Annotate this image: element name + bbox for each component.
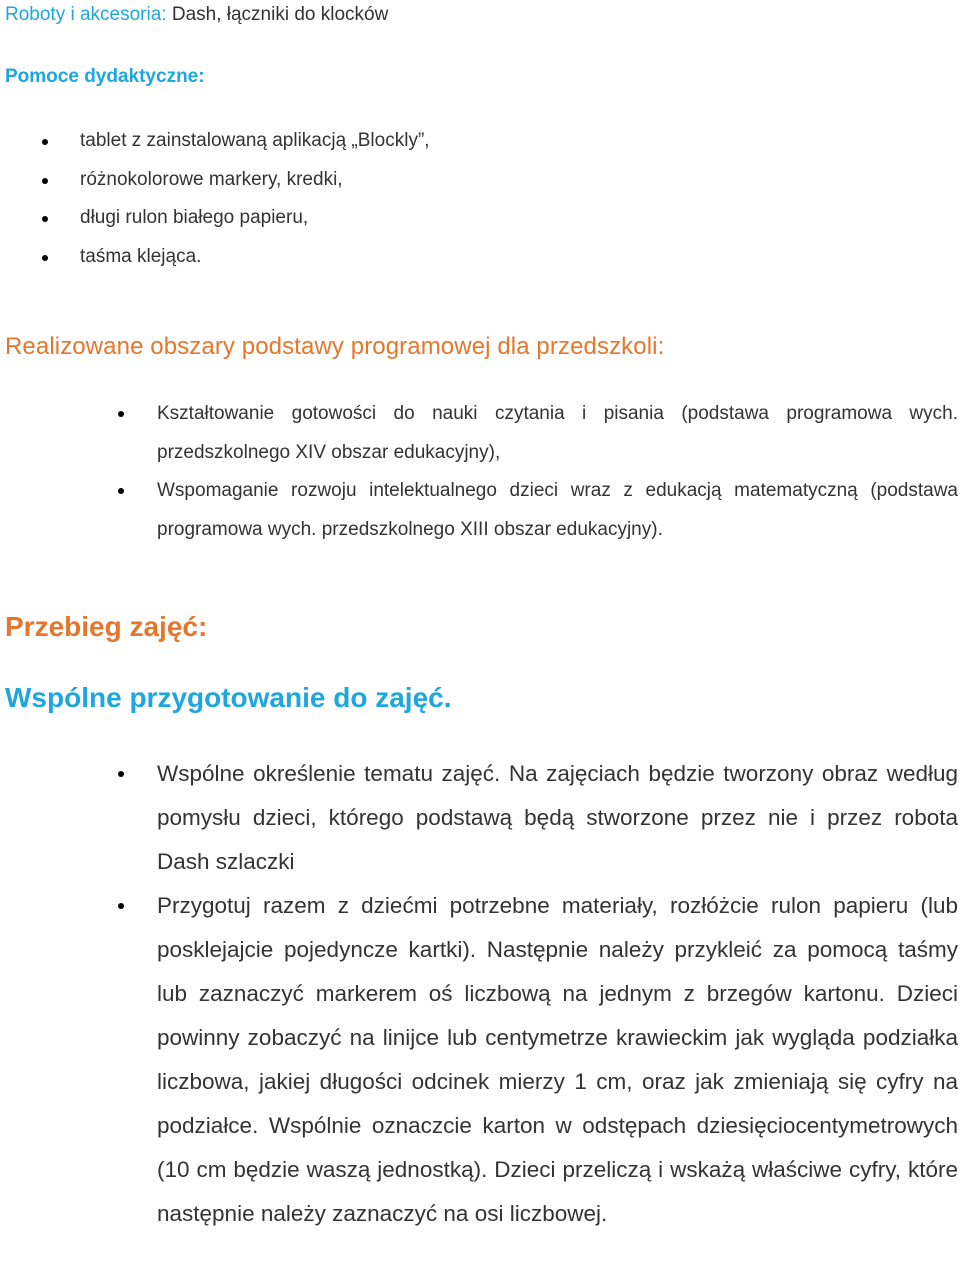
bullet-icon [118,488,124,494]
list-item [0,126,430,165]
aids-label: Pomoce dydaktyczne: [5,66,205,87]
list-item [0,242,430,281]
list-item [0,165,430,204]
course-heading: Przebieg zajęć: [5,611,208,642]
robots-value: Dash, łączniki do klocków [166,4,389,25]
step-text: Wspólne określenie tematu zajęć. Na zajęciach będzie tworzony obraz według pomysłu dzieci, którego podstawą będą stworzone przez nie i przez robota Dash szlaczki [157,761,958,874]
bullet-icon [118,771,124,777]
bullet-icon [118,903,124,909]
aid-text: długi rulon białego papieru, [80,207,309,228]
bullet-icon [42,178,48,184]
list-item [0,203,430,242]
bullet-icon [42,139,48,145]
robots-line [5,4,388,26]
preparation-heading: Wspólne przygotowanie do zajęć. [5,682,452,713]
aid-text: tablet z zainstalowaną aplikacją „Blockly”, [80,130,430,151]
aid-text: taśma klejąca. [80,245,202,267]
list-item [0,752,960,884]
bullet-icon [118,411,124,417]
list-item [0,395,960,472]
robots-label: Roboty i akcesoria: [5,4,167,25]
step-text: Przygotuj razem z dziećmi potrzebne materiały, rozłóżcie rulon papieru (lub posklejajcie pojedyncze kartki). Następnie należy przykleić za pomocą taśmy lub zaznaczyć markerem oś liczbową na jednym z brzegów kartonu. Dzieci powinny zobaczyć na linijce lub centymetrze krawieckim jak wygląda podziałka liczbowa, jakiej długości odcinek mierzy 1 cm, oraz jak zmieniają się cyfry na podziałce. Wspólnie oznaczcie karton w odstępach dziesięciocentymetrowych (10 cm będzie waszą jednostką). Dzieci przeliczą i wskażą właściwe cyfry, które następnie należy zaznaczyć na osi liczbowej. [157,893,958,1226]
bullet-icon [42,255,48,261]
area-text: Kształtowanie gotowości do nauki czytania i pisania (podstawa programowa wych. przedszkolnego XIV obszar edukacyjny), [157,403,958,463]
area-text: Wspomaganie rozwoju intelektualnego dzieci wraz z edukacją matematyczną (podstawa programowa wych. przedszkolnego XIII obszar edukacyjny). [157,480,958,540]
list-item [0,472,960,549]
aid-text: różnokolorowe markery, kredki, [80,168,343,190]
bullet-icon [42,216,48,222]
areas-heading: Realizowane obszary podstawy programowej dla przedszkoli: [5,333,665,360]
steps-list [0,752,960,1236]
areas-list [0,395,960,549]
aids-list [0,126,430,280]
list-item [0,884,960,1236]
